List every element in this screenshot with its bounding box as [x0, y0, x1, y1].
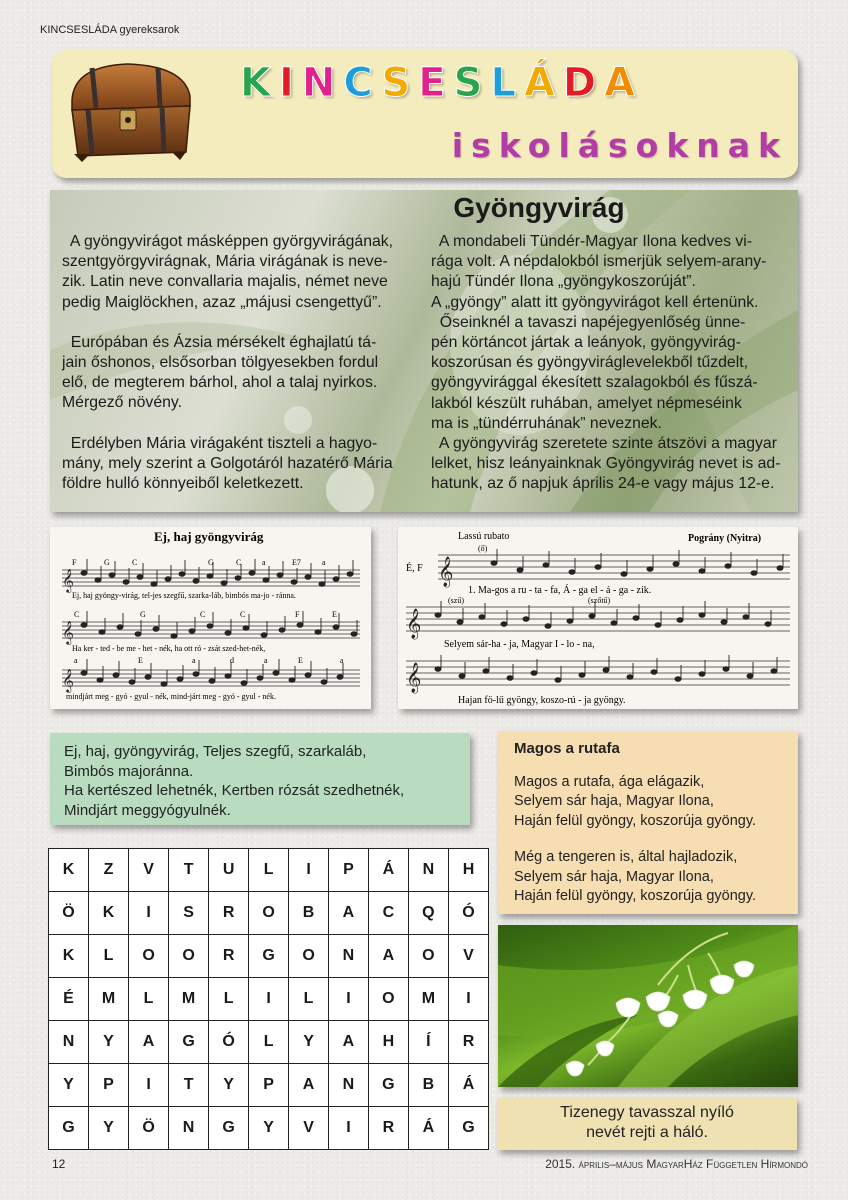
word-search-caption — [497, 1098, 797, 1150]
note-head — [235, 576, 241, 581]
article-line: Mérgező növény. — [62, 394, 183, 412]
note-head — [633, 616, 639, 621]
article-line: koszorúsan és gyöngyviráglevelekből tűzdelt, — [431, 354, 748, 372]
grid-row — [49, 978, 489, 1021]
chord-symbol: E — [298, 656, 303, 665]
chord-symbol: a — [340, 656, 344, 665]
note-head — [611, 621, 617, 626]
note-head — [257, 676, 263, 681]
article-right-column — [431, 232, 780, 495]
brand-title-letter: S — [381, 60, 419, 106]
note-head — [765, 622, 771, 627]
svg-text:𝄞: 𝄞 — [406, 609, 422, 638]
note-head — [677, 618, 683, 623]
grid-cell[interactable]: É — [49, 978, 89, 1021]
grid-cell[interactable]: A — [329, 1021, 369, 1064]
score1-lyrics-3: mindjárt meg - gyó - gyul - nék, mind-járt meg - gyó - gyul - nék. — [66, 692, 276, 701]
score2-mark-2: (szű) — [448, 596, 464, 605]
note-head — [315, 630, 321, 635]
note-head — [699, 569, 705, 574]
grid-cell[interactable]: G — [448, 1107, 488, 1150]
grid-cell[interactable]: Á — [448, 1064, 488, 1107]
article-line: A gyöngyvirágot másképpen györgyvirágának, — [62, 233, 394, 250]
grid-cell[interactable]: L — [249, 849, 289, 892]
note-head — [277, 573, 283, 578]
article-line: pedig Maiglöckhen, azaz „májusi csengettyű”. — [62, 293, 382, 311]
grid-cell[interactable]: L — [209, 978, 249, 1021]
grid-cell[interactable]: N — [329, 1064, 369, 1107]
note-head — [751, 571, 757, 576]
note-head — [243, 626, 249, 631]
lyric-line: Ha kertészed lehetnék, Kertben rózsát szedhetnék, — [64, 782, 405, 799]
note-head — [261, 633, 267, 638]
note-head — [457, 620, 463, 625]
note-head — [81, 671, 87, 676]
article-line: Őseinknél a tavaszi napéjegyenlőség ünne- — [431, 313, 746, 331]
note-head — [555, 678, 561, 683]
grid-cell[interactable]: G — [169, 1021, 209, 1064]
grid-cell[interactable]: I — [329, 1107, 369, 1150]
article-line: pén körtáncot jártak a leányok, gyöngyvirág- — [431, 334, 741, 352]
note-head — [699, 613, 705, 618]
grid-cell[interactable]: I — [448, 978, 488, 1021]
chord-symbol: C — [132, 558, 138, 567]
grid-cell[interactable]: A — [129, 1021, 169, 1064]
grid-cell[interactable]: Á — [368, 849, 408, 892]
grid-cell[interactable]: L — [289, 978, 329, 1021]
grid-cell[interactable]: A — [368, 935, 408, 978]
chord-symbol: a — [322, 558, 326, 567]
note-head — [347, 572, 353, 577]
paragraph-gap — [62, 414, 393, 434]
article-line: lelket, hisz leányainknak Gyöngyvirág nevet is ad- — [431, 455, 781, 473]
note-head — [221, 581, 227, 586]
chord-symbol: a — [264, 656, 268, 665]
note-head — [305, 575, 311, 580]
grid-cell[interactable]: L — [249, 1021, 289, 1064]
chord-symbol: E7 — [292, 558, 301, 567]
grid-cell[interactable]: Á — [408, 1107, 448, 1150]
grid-cell[interactable]: I — [249, 978, 289, 1021]
grid-cell[interactable]: M — [408, 978, 448, 1021]
grid-cell[interactable]: Y — [88, 1107, 128, 1150]
note-head — [161, 682, 167, 687]
note-head — [193, 579, 199, 584]
article-line: hatunk, az ő napjuk április 24-e vagy május 12-e. — [431, 475, 775, 493]
chord-symbol: C — [74, 610, 80, 619]
score1-lyrics-2: Ha ker - ted - be me - het - nék, ha ott ró - zsát szed-het-nék, — [72, 644, 266, 653]
note-head — [279, 628, 285, 633]
note-head — [579, 673, 585, 678]
note-head — [145, 675, 151, 680]
lyric-line: Bimbós majoránna. — [64, 762, 194, 780]
stanza-line: Még a tengeren is, által hajladozik, — [514, 849, 738, 865]
stanza-line: Selyem sár haja, Magyar Ilona, — [514, 793, 714, 809]
grid-cell[interactable]: U — [209, 849, 249, 892]
note-head — [435, 667, 441, 672]
note-head — [305, 673, 311, 678]
chord-symbol: F — [72, 558, 77, 567]
grid-cell[interactable]: Y — [88, 1021, 128, 1064]
grid-cell[interactable]: Ö — [49, 892, 89, 935]
note-head — [723, 667, 729, 672]
score2-mark-1: (ő) — [478, 544, 488, 553]
article-line: zik. Latin neve convallaria majalis, német neve — [62, 273, 388, 291]
grid-cell[interactable]: A — [329, 892, 369, 935]
note-head — [351, 632, 357, 637]
note-head — [263, 578, 269, 583]
note-head — [543, 563, 549, 568]
article-line: rága volt. A népdalokból ismerjük selyem-arany- — [431, 253, 767, 271]
note-head — [129, 680, 135, 685]
note-head — [603, 668, 609, 673]
grid-cell[interactable]: K — [49, 935, 89, 978]
svg-text:𝄞: 𝄞 — [406, 663, 422, 692]
grid-cell[interactable]: K — [49, 849, 89, 892]
note-head — [319, 582, 325, 587]
note-head — [501, 622, 507, 627]
note-head — [479, 615, 485, 620]
article-line: jain őshonos, elsősorban tölgyesekben fordul — [62, 354, 379, 372]
article-line: elő, de megterem bárhol, ahol a talaj nyirkos. — [62, 374, 378, 392]
grid-cell[interactable]: I — [329, 978, 369, 1021]
chord-symbol: E — [332, 610, 337, 619]
svg-text:𝄞: 𝄞 — [62, 570, 74, 592]
note-head — [241, 681, 247, 686]
brand-title-letter: S — [453, 60, 491, 106]
stanza-line: Haján felül gyöngy, koszorúja gyöngy. — [514, 812, 757, 829]
grid-cell[interactable]: I — [129, 1064, 169, 1107]
note-head — [435, 613, 441, 618]
song-origin: Pográny (Nyitra) — [688, 533, 762, 544]
note-head — [491, 561, 497, 566]
grid-cell[interactable]: K — [88, 892, 128, 935]
note-head — [123, 580, 129, 585]
grid-cell[interactable]: G — [368, 1064, 408, 1107]
note-head — [225, 674, 231, 679]
grid-cell[interactable]: I — [129, 892, 169, 935]
article-title: Gyöngyvirág — [453, 192, 625, 223]
grid-cell[interactable]: M — [88, 978, 128, 1021]
clef-note: É, F — [406, 563, 423, 574]
brand-title-letter: N — [301, 60, 344, 106]
grid-cell[interactable]: B — [408, 1064, 448, 1107]
note-head — [165, 577, 171, 582]
brand-title-letter: I — [279, 60, 302, 106]
article-line: ma is „tündérruhának” neveznek. — [431, 414, 662, 432]
article-line: földre hulló könnyeiből keletkezett. — [62, 475, 304, 493]
note-head — [179, 572, 185, 577]
grid-cell[interactable]: S — [169, 892, 209, 935]
note-head — [459, 674, 465, 679]
note-head — [81, 571, 87, 576]
page-number: 12 — [52, 1157, 66, 1171]
note-head — [109, 573, 115, 578]
note-head — [289, 678, 295, 683]
note-head — [675, 677, 681, 682]
grid-cell[interactable]: O — [289, 935, 329, 978]
note-head — [99, 630, 105, 635]
grid-cell[interactable]: V — [129, 849, 169, 892]
grid-cell[interactable]: P — [329, 849, 369, 892]
note-head — [333, 625, 339, 630]
note-head — [117, 625, 123, 630]
grid-cell[interactable]: T — [169, 1064, 209, 1107]
chord-symbol: a — [262, 558, 266, 567]
grid-cell[interactable]: L — [88, 935, 128, 978]
article-line: Erdélyben Mária virágaként tiszteli a hagyo- — [62, 434, 378, 452]
brand-title-letter: Á — [523, 60, 563, 106]
note-head — [207, 574, 213, 579]
tempo-marking: Lassú rubato — [458, 531, 510, 542]
note-head — [297, 623, 303, 628]
stanza-line: Selyem sár haja, Magyar Ilona, — [514, 868, 714, 885]
article-left-column — [62, 232, 393, 494]
note-head — [721, 620, 727, 625]
grid-cell[interactable]: O — [408, 935, 448, 978]
grid-row — [49, 849, 489, 892]
grid-cell[interactable]: Z — [88, 849, 128, 892]
note-head — [517, 568, 523, 573]
grid-cell[interactable]: C — [368, 892, 408, 935]
score2-mark-3: (szőtű) — [588, 596, 611, 605]
song-lyrics-ej-haj — [50, 733, 470, 825]
note-head — [97, 678, 103, 683]
svg-text:𝄞: 𝄞 — [62, 622, 74, 644]
note-head — [647, 567, 653, 572]
chord-symbol: d — [230, 656, 234, 665]
grid-cell[interactable]: R — [209, 892, 249, 935]
article-line: A mondabeli Tündér-Magyar Ilona kedves vi- — [431, 233, 753, 250]
note-head — [333, 577, 339, 582]
note-head — [523, 617, 529, 622]
grid-cell[interactable]: Y — [249, 1107, 289, 1150]
caption-line: Tizenegy tavasszal nyíló — [560, 1104, 734, 1121]
note-head — [321, 680, 327, 685]
note-head — [153, 627, 159, 632]
grid-cell[interactable]: Í — [408, 1021, 448, 1064]
score-title: Ej, haj gyöngyvirág — [154, 529, 264, 544]
stanza-line: Magos a rutafa, ága elágazik, — [514, 773, 705, 790]
grid-row — [49, 892, 489, 935]
note-head — [337, 675, 343, 680]
chord-symbol: C — [200, 610, 206, 619]
grid-cell[interactable]: O — [249, 892, 289, 935]
grid-cell[interactable]: Y — [209, 1064, 249, 1107]
grid-cell[interactable]: P — [88, 1064, 128, 1107]
grid-row — [49, 1064, 489, 1107]
grid-cell[interactable]: H — [448, 849, 488, 892]
grid-cell[interactable]: V — [289, 1107, 329, 1150]
note-head — [569, 570, 575, 575]
chord-symbol: F — [295, 610, 300, 619]
sheet-music-magos-rutafa — [398, 527, 798, 709]
grid-cell[interactable]: I — [289, 849, 329, 892]
song-magos-a-rutafa — [498, 731, 798, 914]
article-line: mány, mely szerint a Golgotáról hazatérő Mária — [62, 454, 393, 472]
grid-cell[interactable]: Y — [49, 1064, 89, 1107]
grid-cell[interactable]: L — [129, 978, 169, 1021]
note-head — [673, 562, 679, 567]
grid-cell[interactable]: G — [49, 1107, 89, 1150]
brand-title-letter: E — [418, 60, 454, 106]
sheet-music-ej-haj — [50, 527, 371, 709]
note-head — [747, 674, 753, 679]
paragraph-gap — [62, 313, 393, 333]
note-head — [743, 615, 749, 620]
grid-cell[interactable]: O — [368, 978, 408, 1021]
note-head — [595, 565, 601, 570]
brand-title — [240, 60, 643, 106]
chord-symbol: G — [140, 610, 146, 619]
article-line: A gyöngyvirág szeretete szinte átszövi a magyar — [431, 435, 777, 453]
note-head — [177, 677, 183, 682]
article-line: hajú Tündér Ilona „gyöngykoszorúját”. — [431, 273, 696, 291]
grid-cell[interactable]: T — [169, 849, 209, 892]
grid-cell[interactable]: N — [408, 849, 448, 892]
chord-symbol: a — [74, 656, 78, 665]
article-line: Európában és Ázsia mérsékelt éghajlatú tá- — [62, 333, 377, 351]
grid-cell[interactable]: M — [169, 978, 209, 1021]
note-head — [171, 634, 177, 639]
note-head — [193, 672, 199, 677]
note-head — [545, 624, 551, 629]
grid-row — [49, 1107, 489, 1150]
grid-cell[interactable]: R — [448, 1021, 488, 1064]
grid-cell[interactable]: Q — [408, 892, 448, 935]
grid-cell[interactable]: B — [289, 892, 329, 935]
brand-title-letter: L — [490, 60, 524, 106]
note-head — [531, 671, 537, 676]
article-line: lakból készült ruhában, amelyet népmeséink — [431, 394, 742, 412]
chord-symbol: G — [104, 558, 110, 567]
grid-cell[interactable]: G — [249, 935, 289, 978]
svg-text:𝄞: 𝄞 — [62, 670, 74, 692]
chord-symbol: a — [192, 656, 196, 665]
note-head — [483, 669, 489, 674]
note-head — [249, 571, 255, 576]
grid-cell[interactable]: N — [329, 935, 369, 978]
treasure-chest-icon — [62, 56, 200, 164]
svg-text:𝄞: 𝄞 — [438, 557, 454, 586]
brand-title-letter: A — [604, 60, 644, 106]
note-head — [777, 566, 783, 571]
stanza-line: Haján felül gyöngy, koszorúja gyöngy. — [514, 888, 757, 904]
article-line: szentgyörgyvirágnak, Mária virágának is neve- — [62, 253, 388, 271]
grid-cell[interactable]: O — [169, 935, 209, 978]
article-line: gyöngyvirággal ékesített szalagokból és fűszá- — [431, 374, 758, 392]
song-title: Magos a rutafa — [514, 740, 620, 757]
brand-title-letter: D — [562, 60, 605, 106]
note-head — [589, 614, 595, 619]
grid-cell[interactable]: N — [49, 1021, 89, 1064]
note-head — [135, 632, 141, 637]
note-head — [291, 580, 297, 585]
grid-cell[interactable]: V — [448, 935, 488, 978]
grid-cell[interactable]: Ó — [448, 892, 488, 935]
note-head — [207, 624, 213, 629]
grid-cell[interactable]: P — [249, 1064, 289, 1107]
note-head — [621, 572, 627, 577]
chord-symbol: E — [138, 656, 143, 665]
note-head — [651, 670, 657, 675]
note-head — [699, 672, 705, 677]
article-line: A „gyöngy” alatt itt gyöngyvirágot kell értenünk. — [431, 293, 759, 311]
note-head — [209, 679, 215, 684]
grid-cell[interactable]: R — [368, 1107, 408, 1150]
note-head — [151, 582, 157, 587]
grid-row — [49, 1021, 489, 1064]
note-head — [225, 631, 231, 636]
grid-cell[interactable]: R — [209, 935, 249, 978]
grid-cell[interactable]: Ö — [129, 1107, 169, 1150]
grid-cell[interactable]: O — [129, 935, 169, 978]
note-head — [113, 673, 119, 678]
note-head — [627, 675, 633, 680]
note-head — [273, 671, 279, 676]
lily-of-the-valley-photo — [498, 925, 798, 1087]
grid-cell[interactable]: H — [368, 1021, 408, 1064]
note-head — [137, 575, 143, 580]
brand-title-letter: K — [240, 60, 279, 106]
lyric-line: Mindjárt meggyógyulnék. — [64, 801, 231, 819]
chord-symbol: C — [240, 610, 246, 619]
grid-cell[interactable]: Y — [289, 1021, 329, 1064]
chord-symbol: G — [208, 558, 214, 567]
note-head — [771, 669, 777, 674]
grid-cell[interactable]: N — [169, 1107, 209, 1150]
brand-subtitle: iskolásoknak — [451, 126, 788, 165]
score1-lyrics-1: Ej, haj gyöngy-virág, tel-jes szegfű, szarka-láb, bimbós ma-jo - ránna. — [72, 591, 296, 600]
grid-row — [49, 935, 489, 978]
brand-title-letter: C — [343, 60, 382, 106]
article-panel — [50, 190, 798, 512]
note-head — [507, 676, 513, 681]
note-head — [655, 623, 661, 628]
score2-lyrics-1: 1. Ma-gos a ru - ta - fa, Á - ga el - á - ga - zik. — [468, 585, 652, 596]
note-head — [567, 619, 573, 624]
grid-cell[interactable]: A — [289, 1064, 329, 1107]
caption-line: nevét rejti a háló. — [586, 1124, 708, 1141]
note-head — [95, 578, 101, 583]
word-search-grid — [48, 848, 489, 1150]
score2-lyrics-2: Selyem sár-ha - ja, Magyar I - lo - na, — [444, 639, 595, 650]
issue-footer: 2015. április–május MagyarHáz Független Hírmondó — [545, 1157, 808, 1171]
lyric-line: Ej, haj, gyöngyvirág, Teljes szegfű, szarkaláb, — [64, 743, 367, 760]
score2-lyrics-3: Hajan fö-lű gyöngy, koszo-rú - ja gyöngy. — [458, 695, 626, 706]
grid-cell[interactable]: G — [209, 1107, 249, 1150]
note-head — [725, 564, 731, 569]
chord-symbol: C — [236, 558, 242, 567]
note-head — [81, 623, 87, 628]
note-head — [189, 629, 195, 634]
section-label: KINCSESLÁDA gyereksarok — [40, 24, 180, 36]
grid-cell[interactable]: Ó — [209, 1021, 249, 1064]
